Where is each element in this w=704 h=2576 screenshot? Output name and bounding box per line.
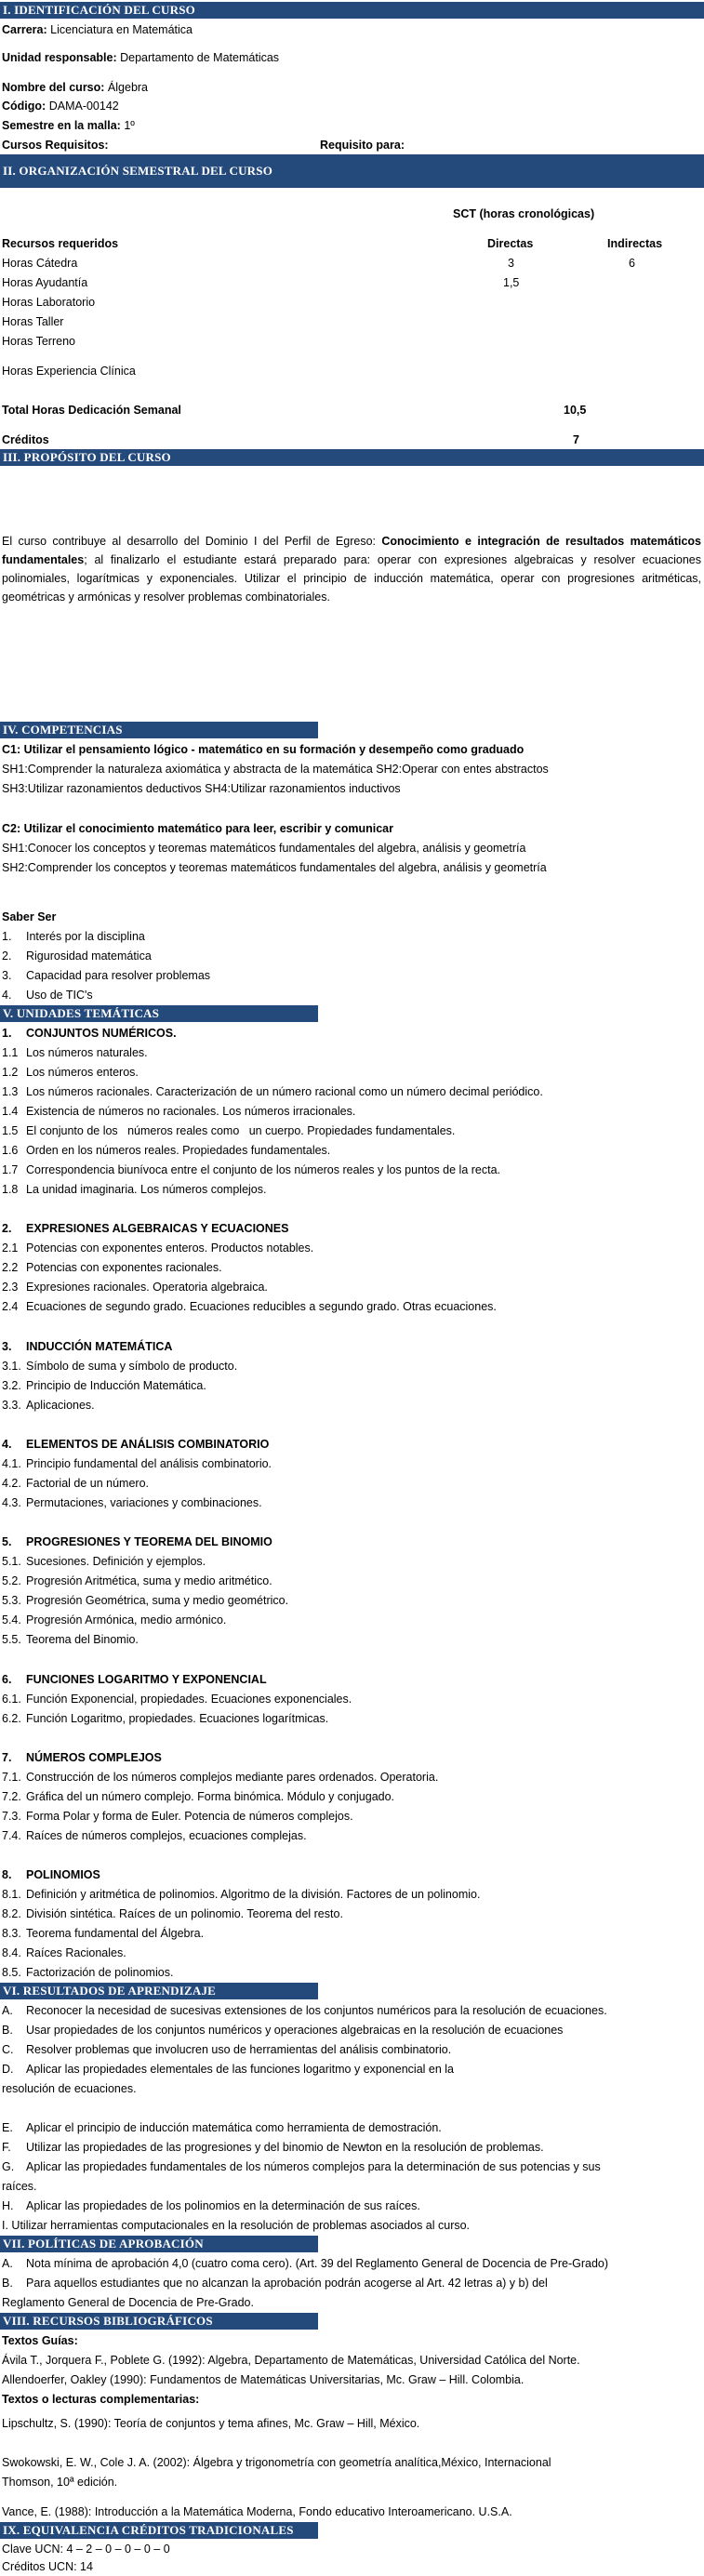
unit-item: 2.2 Potencias con exponentes racionales. — [2, 1261, 222, 1274]
unit-item: 5.5. Teorema del Binomio. — [2, 1633, 139, 1646]
saber-ser-item: 2. Rigurosidad matemática — [2, 949, 152, 963]
unit-item: 1.8 La unidad imaginaria. Los números complejos. — [2, 1183, 267, 1196]
unit-heading: 8. POLINOMIOS — [2, 1868, 100, 1881]
row-label: Horas Cátedra — [2, 257, 78, 270]
resultado-item: A. Reconocer la necesidad de sucesivas extensiones de los conjuntos numéricos para la resolución de ecuaciones. — [2, 2004, 607, 2017]
unit-item: 5.1. Sucesiones. Definición y ejemplos. — [2, 1555, 206, 1568]
unit-item: 1.7 Correspondencia biunívoca entre el conjunto de los números reales y los puntos de la recta. — [2, 1163, 501, 1176]
sct-heading: SCT (horas cronológicas) — [453, 207, 595, 220]
unit-item: 1.5 El conjunto de los números reales como un cuerpo. Propiedades fundamentales. — [2, 1124, 456, 1137]
bib-entry: Swokowski, E. W., Cole J. A. (2002): Álgebra y trigonometría con geometría analítica,México, Internacional — [2, 2456, 551, 2469]
resultado-item: G. Aplicar las propiedades fundamentales de los números complejos para la determinación de sus potencias y sus — [2, 2160, 601, 2173]
unit-item: 6.2. Función Logaritmo, propiedades. Ecuaciones logarítmicas. — [2, 1712, 329, 1725]
creditos-ucn: Créditos UCN: 14 — [2, 2560, 93, 2573]
indirectas-label: Indirectas — [607, 237, 663, 250]
textos-complementarios-heading: Textos o lecturas complementarias: — [2, 2393, 200, 2406]
unit-item: 7.1. Construcción de los números complejos mediante pares ordenados. Operatoria. — [2, 1771, 439, 1784]
bib-entry-cont: Thomson, 10ª edición. — [2, 2476, 118, 2489]
resultado-item: I. Utilizar herramientas computacionales en la resolución de problemas asociados al curso. — [2, 2219, 471, 2232]
saber-ser-item: 3. Capacidad para resolver problemas — [2, 969, 211, 982]
unit-heading: 5. PROGRESIONES Y TEOREMA DEL BINOMIO — [2, 1535, 272, 1548]
unit-item: 5.2. Progresión Aritmética, suma y medio aritmético. — [2, 1574, 272, 1587]
section-politicas-header: VII. POLÍTICAS DE APROBACIÓN — [0, 2236, 318, 2252]
c2-skills-line: SH1:Conocer los conceptos y teoremas matemáticos fundamentales del algebra, análisis y geometría — [2, 842, 526, 855]
unit-item: 1.6 Orden en los números reales. Propiedades fundamentales. — [2, 1144, 331, 1157]
unit-heading: 1. CONJUNTOS NUMÉRICOS. — [2, 1027, 177, 1040]
resultado-item: F. Utilizar las propiedades de las progresiones y del binomio de Newton en la resolución de problemas. — [2, 2141, 544, 2154]
unit-item: 1.3 Los números racionales. Caracterización de un número racional como un número decimal periódico. — [2, 1085, 543, 1098]
total-value: 10,5 — [564, 404, 587, 417]
recursos-label: Recursos requeridos — [2, 237, 119, 250]
competencia-c1: C1: Utilizar el pensamiento lógico - matemático en su formación y desempeño como graduado — [2, 743, 525, 756]
unit-item: 8.3. Teorema fundamental del Álgebra. — [2, 1927, 205, 1940]
section-unidades-header: V. UNIDADES TEMÁTICAS — [0, 1005, 318, 1022]
row-directas: 1,5 — [503, 276, 520, 289]
unit-item: 1.1 Los números naturales. — [2, 1046, 148, 1059]
unit-heading: 3. INDUCCIÓN MATEMÁTICA — [2, 1340, 173, 1353]
unit-item: 7.2. Gráfica del un número complejo. Forma binómica. Módulo y conjugado. — [2, 1790, 395, 1803]
saber-ser-item: 1. Interés por la disciplina — [2, 930, 145, 943]
directas-label: Directas — [487, 237, 534, 250]
unit-item: 2.3 Expresiones racionales. Operatoria algebraica. — [2, 1281, 268, 1294]
unit-item: 3.3. Aplicaciones. — [2, 1399, 95, 1412]
unit-item: 3.1. Símbolo de suma y símbolo de producto. — [2, 1360, 238, 1373]
unit-item: 4.2. Factorial de un número. — [2, 1477, 150, 1490]
resultado-item: E. Aplicar el principio de inducción matemática como herramienta de demostración. — [2, 2121, 442, 2134]
c1-skills-line: SH3:Utilizar razonamientos deductivos SH4:Utilizar razonamientos inductivos — [2, 782, 401, 795]
c1-skills-line: SH1:Comprender la naturaleza axiomática y abstracta de la matemática SH2:Operar con entes abstractos — [2, 763, 549, 776]
unit-heading: 4. ELEMENTOS DE ANÁLISIS COMBINATORIO — [2, 1438, 270, 1451]
saber-ser-item: 4. Uso de TIC's — [2, 989, 93, 1002]
unit-item: 1.2 Los números enteros. — [2, 1066, 139, 1079]
bib-entry: Vance, E. (1988): Introducción a la Matemática Moderna, Fondo educativo Interoamericano. U.S.A. — [2, 2505, 512, 2518]
resultado-item-cont: raíces. — [2, 2180, 37, 2193]
unit-item: 8.1. Definición y aritmética de polinomios. Algoritmo de la división. Factores de un polinomio. — [2, 1888, 481, 1901]
row-label: Horas Terreno — [2, 335, 75, 348]
resultado-item: C. Resolver problemas que involucren uso de herramientas del análisis combinatorio. — [2, 2043, 452, 2056]
section-competencias-header: IV. COMPETENCIAS — [0, 722, 318, 738]
unit-item: 3.2. Principio de Inducción Matemática. — [2, 1379, 206, 1392]
unit-item: 5.4. Progresión Armónica, medio armónico. — [2, 1613, 227, 1627]
unit-item: 8.5. Factorización de polinomios. — [2, 1966, 174, 1979]
competencia-c2: C2: Utilizar el conocimiento matemático para leer, escribir y comunicar — [2, 822, 393, 835]
c2-skills-line: SH2:Comprender los conceptos y teoremas matemáticos fundamentales del algebra, análisis y geometría — [2, 861, 547, 874]
bib-entry: Allendoerfer, Oakley (1990): Fundamentos de Matemáticas Universitarias, Mc. Graw – Hill. Colombia. — [2, 2373, 525, 2386]
bib-entry: Lipschultz, S. (1990): Teoría de conjuntos y tema afines, Mc. Graw – Hill, México. — [2, 2417, 420, 2430]
total-label: Total Horas Dedicación Semanal — [2, 404, 181, 417]
unit-heading: 2. EXPRESIONES ALGEBRAICAS Y ECUACIONES — [2, 1222, 289, 1235]
unit-item: 4.3. Permutaciones, variaciones y combinaciones. — [2, 1496, 262, 1509]
resultado-item: B. Usar propiedades de los conjuntos numéricos y operaciones algebraicas en la resolución de ecuaciones — [2, 2024, 564, 2037]
semestre-row: Semestre en la malla: 1º — [2, 119, 135, 132]
clave-ucn: Clave UCN: 4 – 2 – 0 – 0 – 0 – 0 — [2, 2543, 170, 2556]
section-bibliografia-header: VIII. RECURSOS BIBLIOGRÁFICOS — [0, 2313, 318, 2330]
section-organizacion-header: II. ORGANIZACIÓN SEMESTRAL DEL CURSO — [0, 154, 704, 188]
politica-item-cont: Reglamento General de Docencia de Pre-Grado. — [2, 2296, 254, 2309]
row-label: Horas Ayudantía — [2, 276, 88, 289]
nombre-row: Nombre del curso: Álgebra — [2, 81, 149, 94]
unidad-row: Unidad responsable: Departamento de Matemáticas — [2, 51, 280, 64]
unit-item: 2.4 Ecuaciones de segundo grado. Ecuaciones reducibles a segundo grado. Otras ecuaciones. — [2, 1300, 497, 1313]
requisitos-label: Cursos Requisitos: — [2, 139, 109, 152]
resultado-item-cont: resolución de ecuaciones. — [2, 2082, 137, 2095]
textos-guias-heading: Textos Guías: — [2, 2334, 78, 2347]
unit-item: 7.3. Forma Polar y forma de Euler. Potencia de números complejos. — [2, 1810, 353, 1823]
creditos-label: Créditos — [2, 433, 49, 446]
unit-item: 4.1. Principio fundamental del análisis combinatorio. — [2, 1457, 272, 1470]
carrera-row: Carrera: Licenciatura en Matemática — [2, 23, 193, 36]
politica-item: A. Nota mínima de aprobación 4,0 (cuatro coma cero). (Art. 39 del Reglamento General de Docencia de Pre-Grado) — [2, 2257, 609, 2270]
requisito-para-label: Requisito para: — [320, 139, 405, 152]
row-label: Horas Taller — [2, 315, 64, 328]
unit-item: 5.3. Progresión Geométrica, suma y medio geométrico. — [2, 1594, 289, 1607]
unit-heading: 6. FUNCIONES LOGARITMO Y EXPONENCIAL — [2, 1673, 267, 1686]
proposito-paragraph: El curso contribuye al desarrollo del Dominio I del Perfil de Egreso: Conocimiento e integración de resultados matemáticos fundamentales; al finalizarlo el estudiante estará preparado para: operar con expresiones algebraicas y resolver ecuaciones polinomiales, logarítmicas y exponenciales. Utilizar el principio de inducción matemática, operar con progresiones aritméticas, geométricas y armónicas y resolver problemas combinatoriales. — [2, 535, 701, 604]
unit-heading: 7. NÚMEROS COMPLEJOS — [2, 1751, 162, 1764]
resultado-item: H. Aplicar las propiedades de los polinomios en la determinación de sus raíces. — [2, 2199, 420, 2212]
unit-item: 8.2. División sintética. Raíces de un polinomio. Teorema del resto. — [2, 1907, 343, 1920]
creditos-value: 7 — [573, 433, 579, 446]
row-indirectas: 6 — [629, 257, 635, 270]
unit-item: 8.4. Raíces Racionales. — [2, 1946, 126, 1959]
politica-item: B. Para aquellos estudiantes que no alcanzan la aprobación podrán acogerse al Art. 42 letras a) y b) del — [2, 2277, 548, 2290]
saber-ser-heading: Saber Ser — [2, 910, 57, 923]
bib-entry: Ávila T., Jorquera F., Poblete G. (1992): Algebra, Departamento de Matemáticas, Universidad Católica del Norte. — [2, 2354, 580, 2367]
unit-item: 6.1. Función Exponencial, propiedades. Ecuaciones exponenciales. — [2, 1693, 352, 1706]
section-proposito-header: III. PROPÓSITO DEL CURSO — [0, 449, 704, 466]
unit-item: 2.1 Potencias con exponentes enteros. Productos notables. — [2, 1242, 314, 1255]
section-identificacion-header: I. IDENTIFICACIÓN DEL CURSO — [0, 2, 704, 19]
unit-item: 7.4. Raíces de números complejos, ecuaciones complejas. — [2, 1829, 307, 1842]
codigo-row: Código: DAMA-00142 — [2, 100, 119, 113]
row-directas: 3 — [508, 257, 514, 270]
row-label: Horas Experiencia Clínica — [2, 365, 136, 378]
resultado-item: D. Aplicar las propiedades elementales de las funciones logaritmo y exponencial en la — [2, 2063, 454, 2076]
section-resultados-header: VI. RESULTADOS DE APRENDIZAJE — [0, 1983, 318, 1999]
unit-item: 1.4 Existencia de números no racionales. Los números irracionales. — [2, 1105, 356, 1118]
section-equivalencia-header: IX. EQUIVALENCIA CRÉDITOS TRADICIONALES — [0, 2522, 318, 2539]
row-label: Horas Laboratorio — [2, 296, 96, 309]
